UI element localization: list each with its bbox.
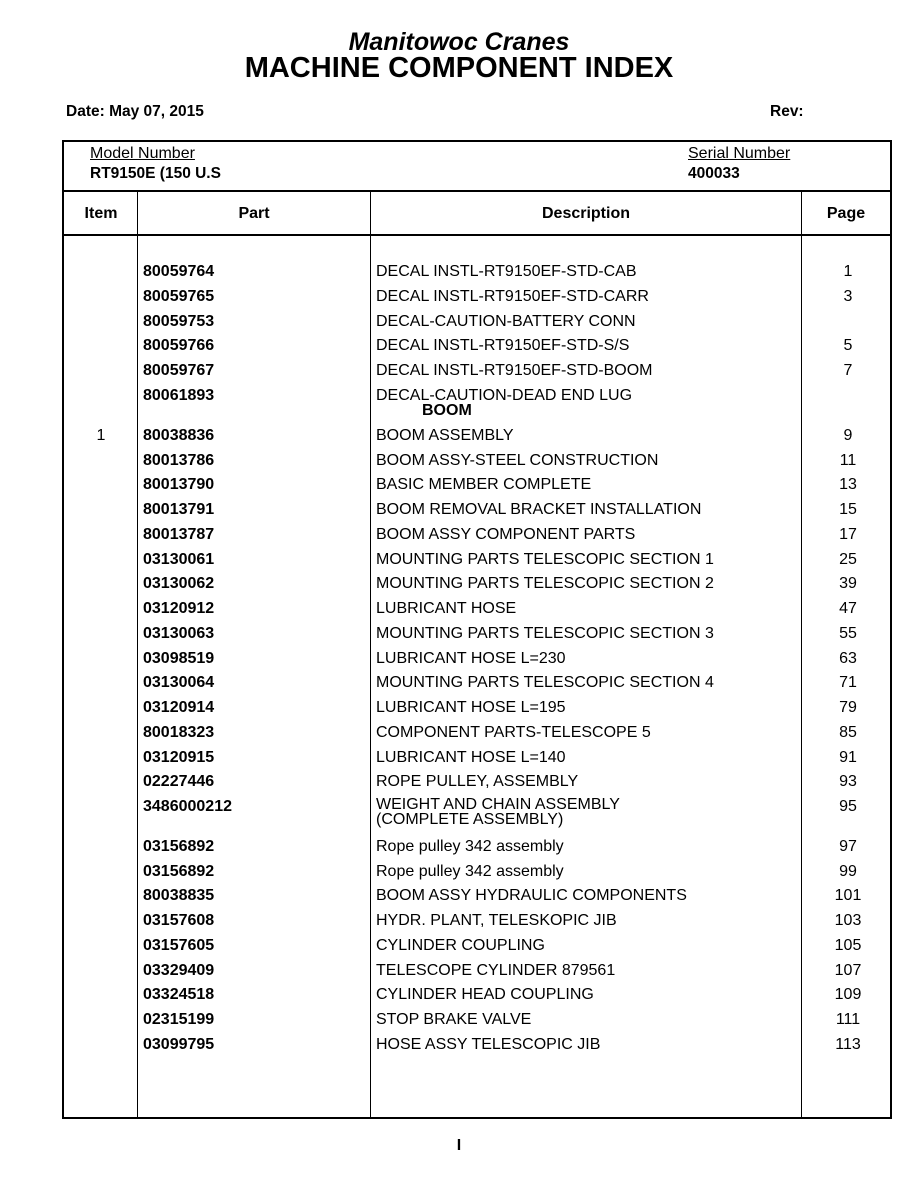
group-heading: BOOM: [422, 402, 472, 419]
description-cell: MOUNTING PARTS TELESCOPIC SECTION 3: [376, 625, 714, 642]
description-cell: DECAL-CAUTION-DEAD END LUG: [376, 387, 633, 404]
description-cell: MOUNTING PARTS TELESCOPIC SECTION 1: [376, 551, 714, 568]
table-row: [64, 698, 890, 718]
part-number-cell: 03130064: [143, 674, 215, 691]
description-cell: STOP BRAKE VALVE: [376, 1011, 532, 1028]
description-cell: DECAL INSTL-RT9150EF-STD-CAB: [376, 263, 637, 280]
part-number-cell: 03130061: [143, 551, 215, 568]
table-row: [64, 862, 890, 882]
page-number-cell: 7: [843, 362, 853, 379]
description-cell: DECAL INSTL-RT9150EF-STD-S/S: [376, 337, 630, 354]
part-number-cell: 03120914: [143, 699, 215, 716]
description-cell: LUBRICANT HOSE L=195: [376, 699, 566, 716]
page-number-cell: 79: [839, 699, 857, 716]
table-row: [64, 500, 890, 520]
table-row: [64, 1010, 890, 1030]
table-row: [64, 961, 890, 981]
description-cell: Rope pulley 342 assembly: [376, 838, 564, 855]
description-cell: CYLINDER HEAD COUPLING: [376, 986, 594, 1003]
page-number-cell: 105: [834, 937, 862, 954]
part-number-cell: 03157608: [143, 912, 215, 929]
part-number-cell: 03120915: [143, 749, 215, 766]
description-line-2: (COMPLETE ASSEMBLY): [376, 811, 564, 828]
part-number-cell: 80059767: [143, 362, 215, 379]
page-number: I: [456, 1137, 462, 1154]
description-cell: MOUNTING PARTS TELESCOPIC SECTION 2: [376, 575, 714, 592]
table-row: [64, 624, 890, 644]
part-number-cell: 03098519: [143, 650, 215, 667]
brand-title: Manitowoc Cranes: [348, 28, 570, 56]
page-number-cell: 85: [839, 724, 857, 741]
column-header-item: Item: [84, 205, 118, 222]
part-number-cell: 02315199: [143, 1011, 215, 1028]
table-row: [64, 911, 890, 931]
part-number-cell: 80013786: [143, 452, 215, 469]
page-number-cell: 107: [834, 962, 862, 979]
page-number-cell: 5: [843, 337, 853, 354]
table-row: [64, 985, 890, 1005]
table-row: [64, 312, 890, 332]
part-number-cell: 80013787: [143, 526, 215, 543]
description-cell: BOOM ASSY COMPONENT PARTS: [376, 526, 636, 543]
description-cell: BOOM ASSY-STEEL CONSTRUCTION: [376, 452, 659, 469]
description-cell: ROPE PULLEY, ASSEMBLY: [376, 773, 579, 790]
description-cell: CYLINDER COUPLING: [376, 937, 545, 954]
table-row: [64, 599, 890, 619]
part-number-cell: 03130063: [143, 625, 215, 642]
part-number-cell: 03130062: [143, 575, 215, 592]
page-number-cell: 9: [843, 427, 853, 444]
index-table: [62, 140, 892, 1119]
page-number-cell: 71: [839, 674, 857, 691]
page-number-cell: 101: [834, 887, 862, 904]
part-number-cell: 80059764: [143, 263, 215, 280]
column-header-divider: [64, 234, 890, 236]
serial-number-label: Serial Number: [688, 145, 791, 162]
table-row: [64, 386, 890, 406]
table-row: [64, 796, 890, 828]
description-cell: HYDR. PLANT, TELESKOPIC JIB: [376, 912, 617, 929]
table-row: [64, 748, 890, 768]
table-row: [64, 361, 890, 381]
page-number-cell: 63: [839, 650, 857, 667]
table-row: [64, 772, 890, 792]
page-number-cell: 13: [839, 476, 857, 493]
table-row: [64, 649, 890, 669]
page-number-cell: 11: [839, 452, 857, 469]
revision-label: Rev:: [770, 103, 804, 120]
part-number-cell: 03156892: [143, 863, 215, 880]
page-number-cell: 103: [834, 912, 862, 929]
part-number-cell: 03329409: [143, 962, 215, 979]
column-header-page: Page: [826, 205, 866, 222]
table-row: [64, 1035, 890, 1055]
header-divider: [64, 190, 890, 192]
item-cell: 1: [96, 427, 106, 444]
table-row: [64, 550, 890, 570]
page-number-cell: 15: [839, 501, 857, 518]
table-row: [64, 723, 890, 743]
part-number-cell: 03157605: [143, 937, 215, 954]
description-cell: COMPONENT PARTS-TELESCOPE 5: [376, 724, 651, 741]
description-cell: LUBRICANT HOSE L=140: [376, 749, 566, 766]
date-label: Date: May 07, 2015: [66, 103, 204, 120]
description-cell: HOSE ASSY TELESCOPIC JIB: [376, 1036, 601, 1053]
page-number-cell: 111: [835, 1011, 861, 1028]
table-row: [64, 262, 890, 282]
description-cell: LUBRICANT HOSE L=230: [376, 650, 566, 667]
table-row: [64, 287, 890, 307]
table-row: [64, 837, 890, 857]
page-number-cell: 91: [839, 749, 857, 766]
table-row: [64, 673, 890, 693]
page-number-cell: 109: [834, 986, 862, 1003]
description-cell: DECAL INSTL-RT9150EF-STD-CARR: [376, 288, 649, 305]
page-number-cell: 17: [839, 526, 857, 543]
part-number-cell: 03120912: [143, 600, 215, 617]
part-number-cell: 80059765: [143, 288, 215, 305]
document-title: MACHINE COMPONENT INDEX: [244, 52, 674, 84]
description-cell: BOOM ASSY HYDRAULIC COMPONENTS: [376, 887, 687, 904]
description-cell: LUBRICANT HOSE: [376, 600, 517, 617]
part-number-cell: 80038836: [143, 427, 215, 444]
description-cell: BOOM ASSEMBLY: [376, 427, 514, 444]
page-number-cell: 97: [839, 838, 857, 855]
part-number-cell: 80059766: [143, 337, 215, 354]
model-number-value: RT9150E (150 U.S: [90, 165, 221, 182]
table-row: [64, 336, 890, 356]
description-cell: Rope pulley 342 assembly: [376, 863, 564, 880]
part-number-cell: 3486000212: [143, 798, 232, 815]
page-number-cell: 99: [839, 863, 857, 880]
description-cell: MOUNTING PARTS TELESCOPIC SECTION 4: [376, 674, 714, 691]
page-number-cell: 3: [843, 288, 853, 305]
description-cell: DECAL-CAUTION-BATTERY CONN: [376, 313, 636, 330]
table-row: [64, 574, 890, 594]
part-number-cell: 03156892: [143, 838, 215, 855]
model-number-label: Model Number: [90, 145, 195, 162]
table-row: [64, 451, 890, 471]
page-number-cell: 25: [839, 551, 857, 568]
part-number-cell: 80059753: [143, 313, 215, 330]
part-number-cell: 03099795: [143, 1036, 215, 1053]
description-line: WEIGHT AND CHAIN ASSEMBLY: [376, 796, 620, 813]
table-row: [64, 525, 890, 545]
part-number-cell: 80061893: [143, 387, 215, 404]
column-header-part: Part: [238, 205, 270, 222]
description-cell: BASIC MEMBER COMPLETE: [376, 476, 592, 493]
part-number-cell: 80013790: [143, 476, 215, 493]
page-number-cell: 93: [839, 773, 857, 790]
part-number-cell: 02227446: [143, 773, 215, 790]
part-number-cell: 80038835: [143, 887, 215, 904]
column-header-description: Description: [541, 205, 630, 222]
description-cell: [376, 797, 620, 827]
description-cell: DECAL INSTL-RT9150EF-STD-BOOM: [376, 362, 653, 379]
page-number-cell: 1: [843, 263, 853, 280]
serial-number-value: 400033: [688, 165, 740, 182]
table-row: [64, 936, 890, 956]
page-number-cell: 39: [839, 575, 857, 592]
description-cell: TELESCOPE CYLINDER 879561: [376, 962, 616, 979]
part-number-cell: 03324518: [143, 986, 215, 1003]
part-number-cell: 80018323: [143, 724, 215, 741]
page-number-cell: 113: [835, 1036, 861, 1053]
table-row: [64, 475, 890, 495]
description-cell: BOOM REMOVAL BRACKET INSTALLATION: [376, 501, 702, 518]
table-row: [64, 426, 890, 446]
page-number-cell: 55: [839, 625, 857, 642]
page-number-cell: 47: [839, 600, 857, 617]
page-number-cell: 95: [839, 798, 857, 815]
table-row: [64, 886, 890, 906]
part-number-cell: 80013791: [143, 501, 215, 518]
